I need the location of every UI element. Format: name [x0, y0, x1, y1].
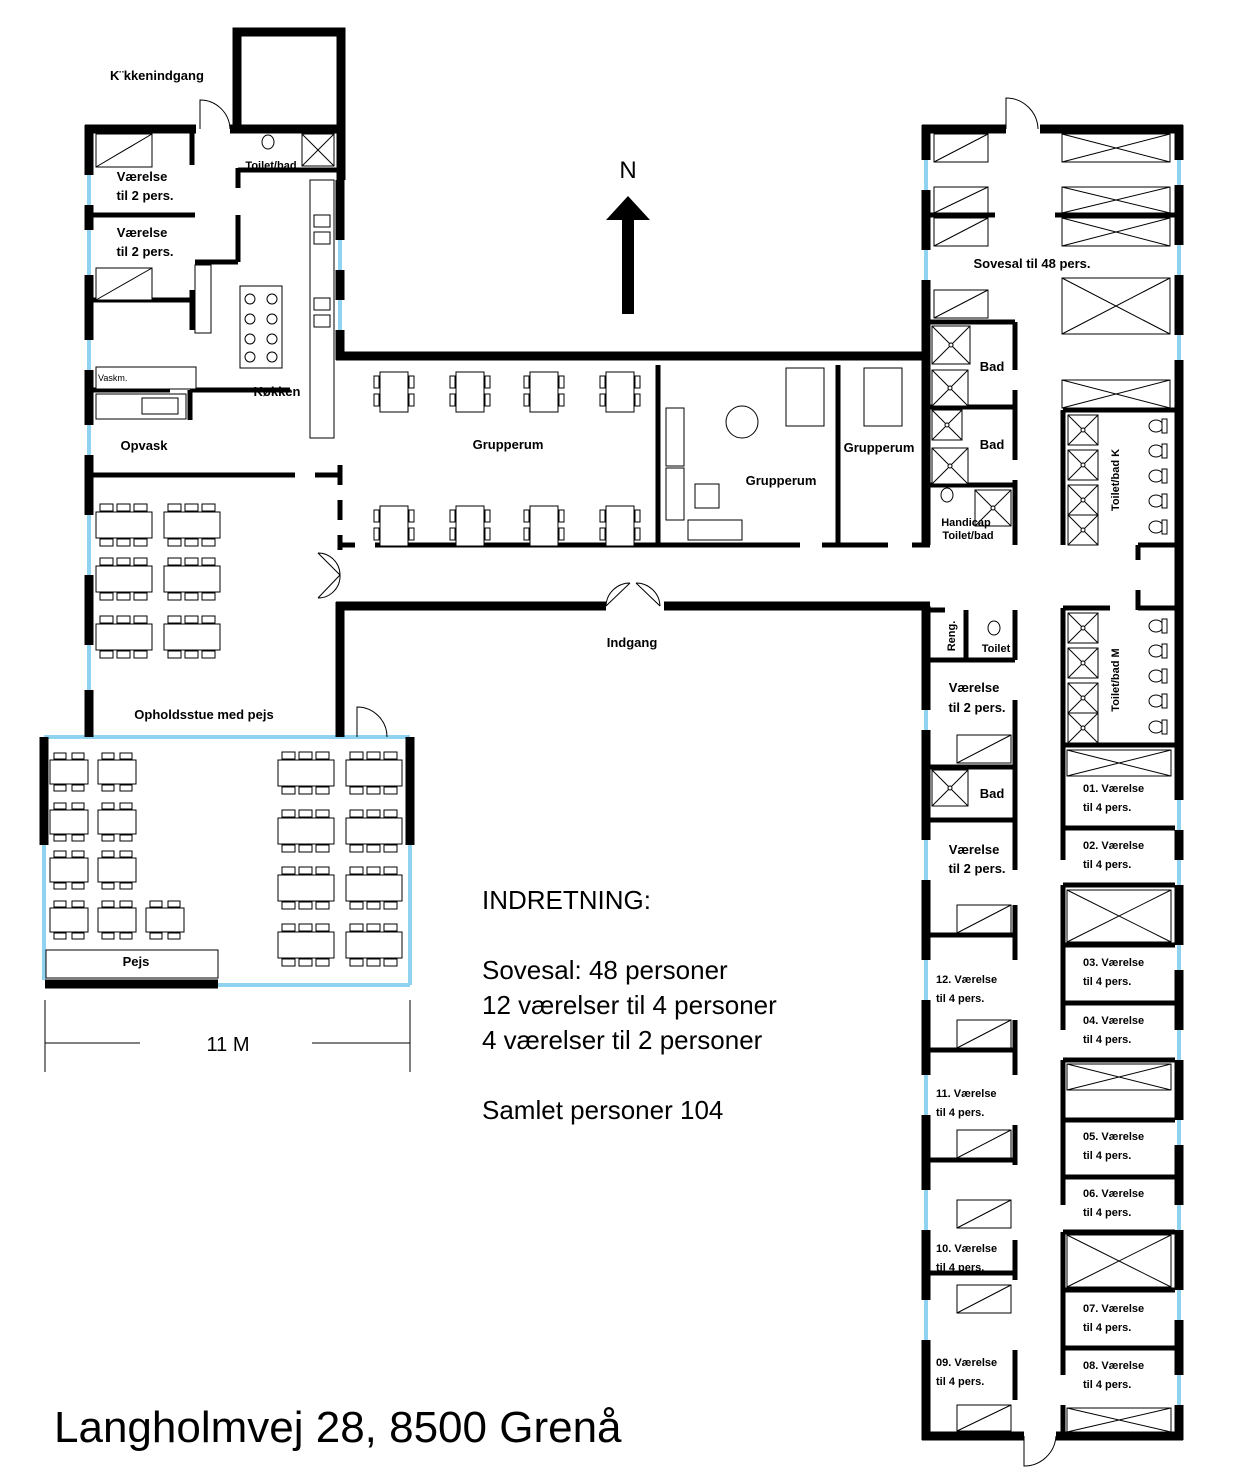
numbered-room-label-line2: til 4 pers.	[1083, 976, 1132, 988]
chair	[134, 593, 147, 600]
chair	[367, 867, 380, 874]
label-cleaning: Reng.	[946, 620, 958, 652]
label-dishwash: Opvask	[120, 438, 168, 453]
chair	[282, 810, 295, 817]
chair	[635, 394, 640, 406]
table	[530, 372, 558, 412]
info-line-1: Sovesal: 48 personer	[482, 955, 728, 985]
chair	[185, 504, 198, 511]
table	[278, 818, 334, 844]
label-group-room-1: Grupperum	[472, 437, 544, 452]
numbered-room-label-line2: til 4 pers.	[936, 1262, 985, 1274]
numbered-room-label-line1: 10. Værelse	[936, 1243, 998, 1255]
chair	[72, 803, 84, 809]
chair	[102, 753, 114, 759]
chair	[120, 851, 132, 857]
chair	[54, 851, 66, 857]
chair	[168, 558, 181, 565]
numbered-room-label-line1: 03. Værelse	[1083, 957, 1145, 969]
chair	[384, 752, 397, 759]
drain	[1081, 626, 1085, 630]
label-room-2a-line2: til 2 pers.	[116, 188, 174, 203]
chair	[102, 785, 114, 791]
chair	[202, 616, 215, 623]
table	[606, 506, 634, 546]
toilet-tank	[1162, 669, 1167, 683]
toilet	[1149, 670, 1163, 682]
chair	[374, 376, 379, 388]
chair	[100, 616, 113, 623]
numbered-room-label-line1: 02. Værelse	[1083, 840, 1145, 852]
drain	[1081, 498, 1085, 502]
toilet	[1149, 695, 1163, 707]
chair	[316, 959, 329, 966]
table	[50, 810, 88, 834]
chair	[120, 803, 132, 809]
chair	[102, 803, 114, 809]
drain	[945, 423, 949, 427]
chair	[100, 651, 113, 658]
chair	[350, 902, 363, 909]
table	[530, 506, 558, 546]
label-toilet-bath-k: Toilet/bad K	[1110, 448, 1122, 512]
chair	[409, 528, 414, 540]
chair	[367, 959, 380, 966]
label-dormitory: Sovesal til 48 pers.	[973, 256, 1091, 271]
chair	[450, 376, 455, 388]
chair	[367, 924, 380, 931]
table	[380, 506, 408, 546]
numbered-room-label-line1: 04. Værelse	[1083, 1015, 1145, 1027]
chair	[600, 528, 605, 540]
table	[164, 624, 220, 650]
chair	[524, 528, 529, 540]
north-label: N	[619, 157, 637, 184]
toilet-tank	[1162, 444, 1167, 458]
table	[98, 908, 136, 932]
label-handicap-line2: Toilet/bad	[942, 530, 994, 542]
chair	[185, 539, 198, 546]
chair	[282, 787, 295, 794]
chair	[299, 924, 312, 931]
chair	[485, 394, 490, 406]
table	[96, 566, 152, 592]
chair	[100, 539, 113, 546]
chair	[185, 651, 198, 658]
chair	[409, 394, 414, 406]
chair	[168, 616, 181, 623]
chair	[168, 933, 180, 939]
chair	[600, 510, 605, 522]
toilet	[1149, 445, 1163, 457]
chair	[374, 528, 379, 540]
numbered-room-label-line1: 11. Værelse	[936, 1088, 997, 1100]
toilet-tank	[1162, 419, 1167, 433]
chair	[635, 528, 640, 540]
numbered-room-label-line2: til 4 pers.	[1083, 1379, 1132, 1391]
chair	[350, 924, 363, 931]
numbered-room-label-line2: til 4 pers.	[1083, 1322, 1132, 1334]
chair	[120, 901, 132, 907]
chair	[299, 867, 312, 874]
toilet-tank	[1162, 619, 1167, 633]
label-kitchen-entrance: K¨kkenindgang	[110, 68, 204, 83]
chair	[150, 901, 162, 907]
chair	[102, 933, 114, 939]
chair	[54, 753, 66, 759]
chair	[384, 902, 397, 909]
numbered-room-label-line2: til 4 pers.	[936, 1107, 985, 1119]
chair	[524, 510, 529, 522]
chair	[117, 651, 130, 658]
toilet-tank	[1162, 694, 1167, 708]
table	[164, 566, 220, 592]
chair	[316, 752, 329, 759]
chair	[120, 883, 132, 889]
table	[164, 512, 220, 538]
table	[346, 760, 402, 786]
label-room-2b-line1: Værelse	[116, 225, 168, 240]
chair	[282, 924, 295, 931]
table	[606, 372, 634, 412]
table	[346, 932, 402, 958]
north-arrow	[606, 196, 650, 314]
chair	[117, 616, 130, 623]
chair	[100, 504, 113, 511]
chair	[185, 616, 198, 623]
chair	[168, 651, 181, 658]
scale-label: 11 M	[206, 1034, 250, 1056]
numbered-room-label-line1: 01. Værelse	[1083, 783, 1145, 795]
toilet-tank	[1162, 469, 1167, 483]
chair	[350, 810, 363, 817]
chair	[102, 883, 114, 889]
chair	[450, 510, 455, 522]
toilet	[1149, 495, 1163, 507]
table	[98, 810, 136, 834]
toilet	[941, 488, 953, 502]
chair	[72, 835, 84, 841]
chair	[72, 785, 84, 791]
chair	[635, 510, 640, 522]
chair	[54, 933, 66, 939]
toilet	[1149, 420, 1163, 432]
table	[146, 908, 184, 932]
chair	[117, 558, 130, 565]
info-heading: INDRETNING:	[482, 885, 651, 915]
chair	[54, 835, 66, 841]
chair	[134, 504, 147, 511]
table	[346, 875, 402, 901]
toilet-tank	[1162, 494, 1167, 508]
label-toilet: Toilet	[981, 643, 1011, 655]
chair	[316, 810, 329, 817]
label-bath-1: Bad	[979, 359, 1005, 374]
chair	[600, 394, 605, 406]
drain	[1081, 463, 1085, 467]
label-east-room-a-line1: Værelse	[948, 680, 1000, 695]
table	[96, 624, 152, 650]
chair	[100, 593, 113, 600]
chair	[384, 787, 397, 794]
chair	[72, 753, 84, 759]
table	[278, 932, 334, 958]
chair	[282, 959, 295, 966]
chair	[559, 376, 564, 388]
numbered-room-label-line2: til 4 pers.	[1083, 802, 1132, 814]
chair	[485, 528, 490, 540]
chair	[282, 845, 295, 852]
numbered-room-label-line2: til 4 pers.	[936, 1376, 985, 1388]
chair	[117, 539, 130, 546]
chair	[374, 394, 379, 406]
drain	[948, 786, 952, 790]
toilet-tank	[1162, 720, 1167, 734]
chair	[102, 851, 114, 857]
table	[346, 818, 402, 844]
furniture	[46, 134, 1171, 1432]
label-room-2a-line1: Værelse	[116, 169, 168, 184]
info-line-2: 12 værelser til 4 personer	[482, 990, 777, 1020]
chair	[282, 902, 295, 909]
drain	[1081, 528, 1085, 532]
label-laundry: Vaskm.	[98, 373, 128, 383]
chair	[350, 867, 363, 874]
numbered-room-label-line2: til 4 pers.	[1083, 1034, 1132, 1046]
label-toilet-bath-m: Toilet/bad M	[1110, 648, 1122, 712]
label-living-room: Opholdsstue med pejs	[134, 707, 274, 722]
chair	[120, 785, 132, 791]
chair	[54, 883, 66, 889]
address: Langholmvej 28, 8500 Grenå	[54, 1403, 622, 1452]
chair	[134, 651, 147, 658]
chair	[72, 883, 84, 889]
chair	[168, 504, 181, 511]
chair	[299, 902, 312, 909]
label-group-room-3: Grupperum	[843, 440, 915, 455]
numbered-room-label-line2: til 4 pers.	[1083, 859, 1132, 871]
chair	[282, 867, 295, 874]
chair	[54, 803, 66, 809]
drain	[1081, 696, 1085, 700]
table	[50, 858, 88, 882]
chair	[168, 901, 180, 907]
numbered-room-label-line1: 12. Værelse	[936, 974, 998, 986]
chair	[299, 752, 312, 759]
label-fireplace: Pejs	[122, 954, 150, 969]
chair	[72, 851, 84, 857]
numbered-room-label-line2: til 4 pers.	[1083, 1207, 1132, 1219]
label-entrance: Indgang	[606, 635, 658, 650]
table	[50, 908, 88, 932]
chair	[409, 510, 414, 522]
chair	[134, 558, 147, 565]
chair	[350, 752, 363, 759]
chair	[202, 651, 215, 658]
chair	[384, 959, 397, 966]
chair	[202, 504, 215, 511]
chair	[384, 924, 397, 931]
numbered-room-label-line2: til 4 pers.	[936, 993, 985, 1005]
chair	[102, 835, 114, 841]
chair	[168, 593, 181, 600]
chair	[202, 593, 215, 600]
chair	[202, 558, 215, 565]
drain	[991, 506, 995, 510]
chair	[409, 376, 414, 388]
chair	[350, 787, 363, 794]
toilet	[1149, 470, 1163, 482]
chair	[524, 376, 529, 388]
numbered-room-label-line1: 05. Værelse	[1083, 1131, 1145, 1143]
chair	[120, 835, 132, 841]
chair	[150, 933, 162, 939]
chair	[367, 787, 380, 794]
numbered-room-label-line2: til 4 pers.	[1083, 1150, 1132, 1162]
chair	[367, 902, 380, 909]
chair	[450, 528, 455, 540]
chair	[635, 376, 640, 388]
label-group-room-2: Grupperum	[745, 473, 817, 488]
table	[456, 506, 484, 546]
chair	[374, 510, 379, 522]
chair	[485, 376, 490, 388]
chair	[384, 810, 397, 817]
chair	[485, 510, 490, 522]
drain	[948, 464, 952, 468]
chair	[524, 394, 529, 406]
chair	[316, 902, 329, 909]
chair	[185, 593, 198, 600]
chair	[559, 510, 564, 522]
chair	[117, 593, 130, 600]
chair	[134, 539, 147, 546]
numbered-room-label-line1: 06. Værelse	[1083, 1188, 1145, 1200]
toilet	[1149, 620, 1163, 632]
chair	[282, 752, 295, 759]
toilet-tank	[1162, 520, 1167, 534]
chair	[384, 867, 397, 874]
table	[96, 512, 152, 538]
chair	[185, 558, 198, 565]
chair	[384, 845, 397, 852]
toilet-tank	[1162, 644, 1167, 658]
chair	[559, 394, 564, 406]
info-line-3: 4 værelser til 2 personer	[482, 1025, 763, 1055]
toilet	[1149, 721, 1163, 733]
toilet	[988, 621, 1000, 635]
label-bath-3: Bad	[979, 786, 1005, 801]
chair	[450, 394, 455, 406]
chair	[134, 616, 147, 623]
chair	[117, 504, 130, 511]
chair	[72, 901, 84, 907]
toilet	[1149, 645, 1163, 657]
drain	[1081, 661, 1085, 665]
chair	[600, 376, 605, 388]
chair	[316, 787, 329, 794]
chair	[367, 810, 380, 817]
chair	[350, 845, 363, 852]
table	[278, 760, 334, 786]
label-toilet-bath: Toilet/bad	[245, 160, 297, 172]
chair	[316, 924, 329, 931]
chair	[299, 845, 312, 852]
info-total: Samlet personer 104	[482, 1095, 724, 1125]
label-east-room-b-line2: til 2 pers.	[948, 861, 1006, 876]
group-tables	[374, 372, 640, 546]
drain	[948, 386, 952, 390]
table	[456, 372, 484, 412]
table	[380, 372, 408, 412]
chair	[316, 845, 329, 852]
label-room-2b-line2: til 2 pers.	[116, 244, 174, 259]
label-east-room-b-line1: Værelse	[948, 842, 1000, 857]
chair	[102, 901, 114, 907]
label-bath-2: Bad	[979, 437, 1005, 452]
toilet	[1149, 521, 1163, 533]
numbered-room-label-line1: 07. Værelse	[1083, 1303, 1145, 1315]
chair	[299, 787, 312, 794]
drain	[949, 343, 953, 347]
label-kitchen: Køkken	[253, 384, 301, 399]
chair	[120, 753, 132, 759]
chair	[72, 933, 84, 939]
chair	[367, 845, 380, 852]
chair	[168, 539, 181, 546]
table	[50, 760, 88, 784]
drain	[1081, 726, 1085, 730]
table	[278, 875, 334, 901]
drain	[1081, 428, 1085, 432]
numbered-room-label-line1: 08. Værelse	[1083, 1360, 1145, 1372]
chair	[367, 752, 380, 759]
label-handicap-line1: Handicap	[941, 517, 991, 529]
numbered-room-label-line1: 09. Værelse	[936, 1357, 998, 1369]
table	[98, 858, 136, 882]
chair	[299, 959, 312, 966]
chair	[120, 933, 132, 939]
chair	[299, 810, 312, 817]
chair	[54, 785, 66, 791]
chair	[350, 959, 363, 966]
chair	[100, 558, 113, 565]
chair	[316, 867, 329, 874]
table	[98, 760, 136, 784]
chair	[559, 528, 564, 540]
label-east-room-a-line2: til 2 pers.	[948, 700, 1006, 715]
chair	[202, 539, 215, 546]
chair	[54, 901, 66, 907]
